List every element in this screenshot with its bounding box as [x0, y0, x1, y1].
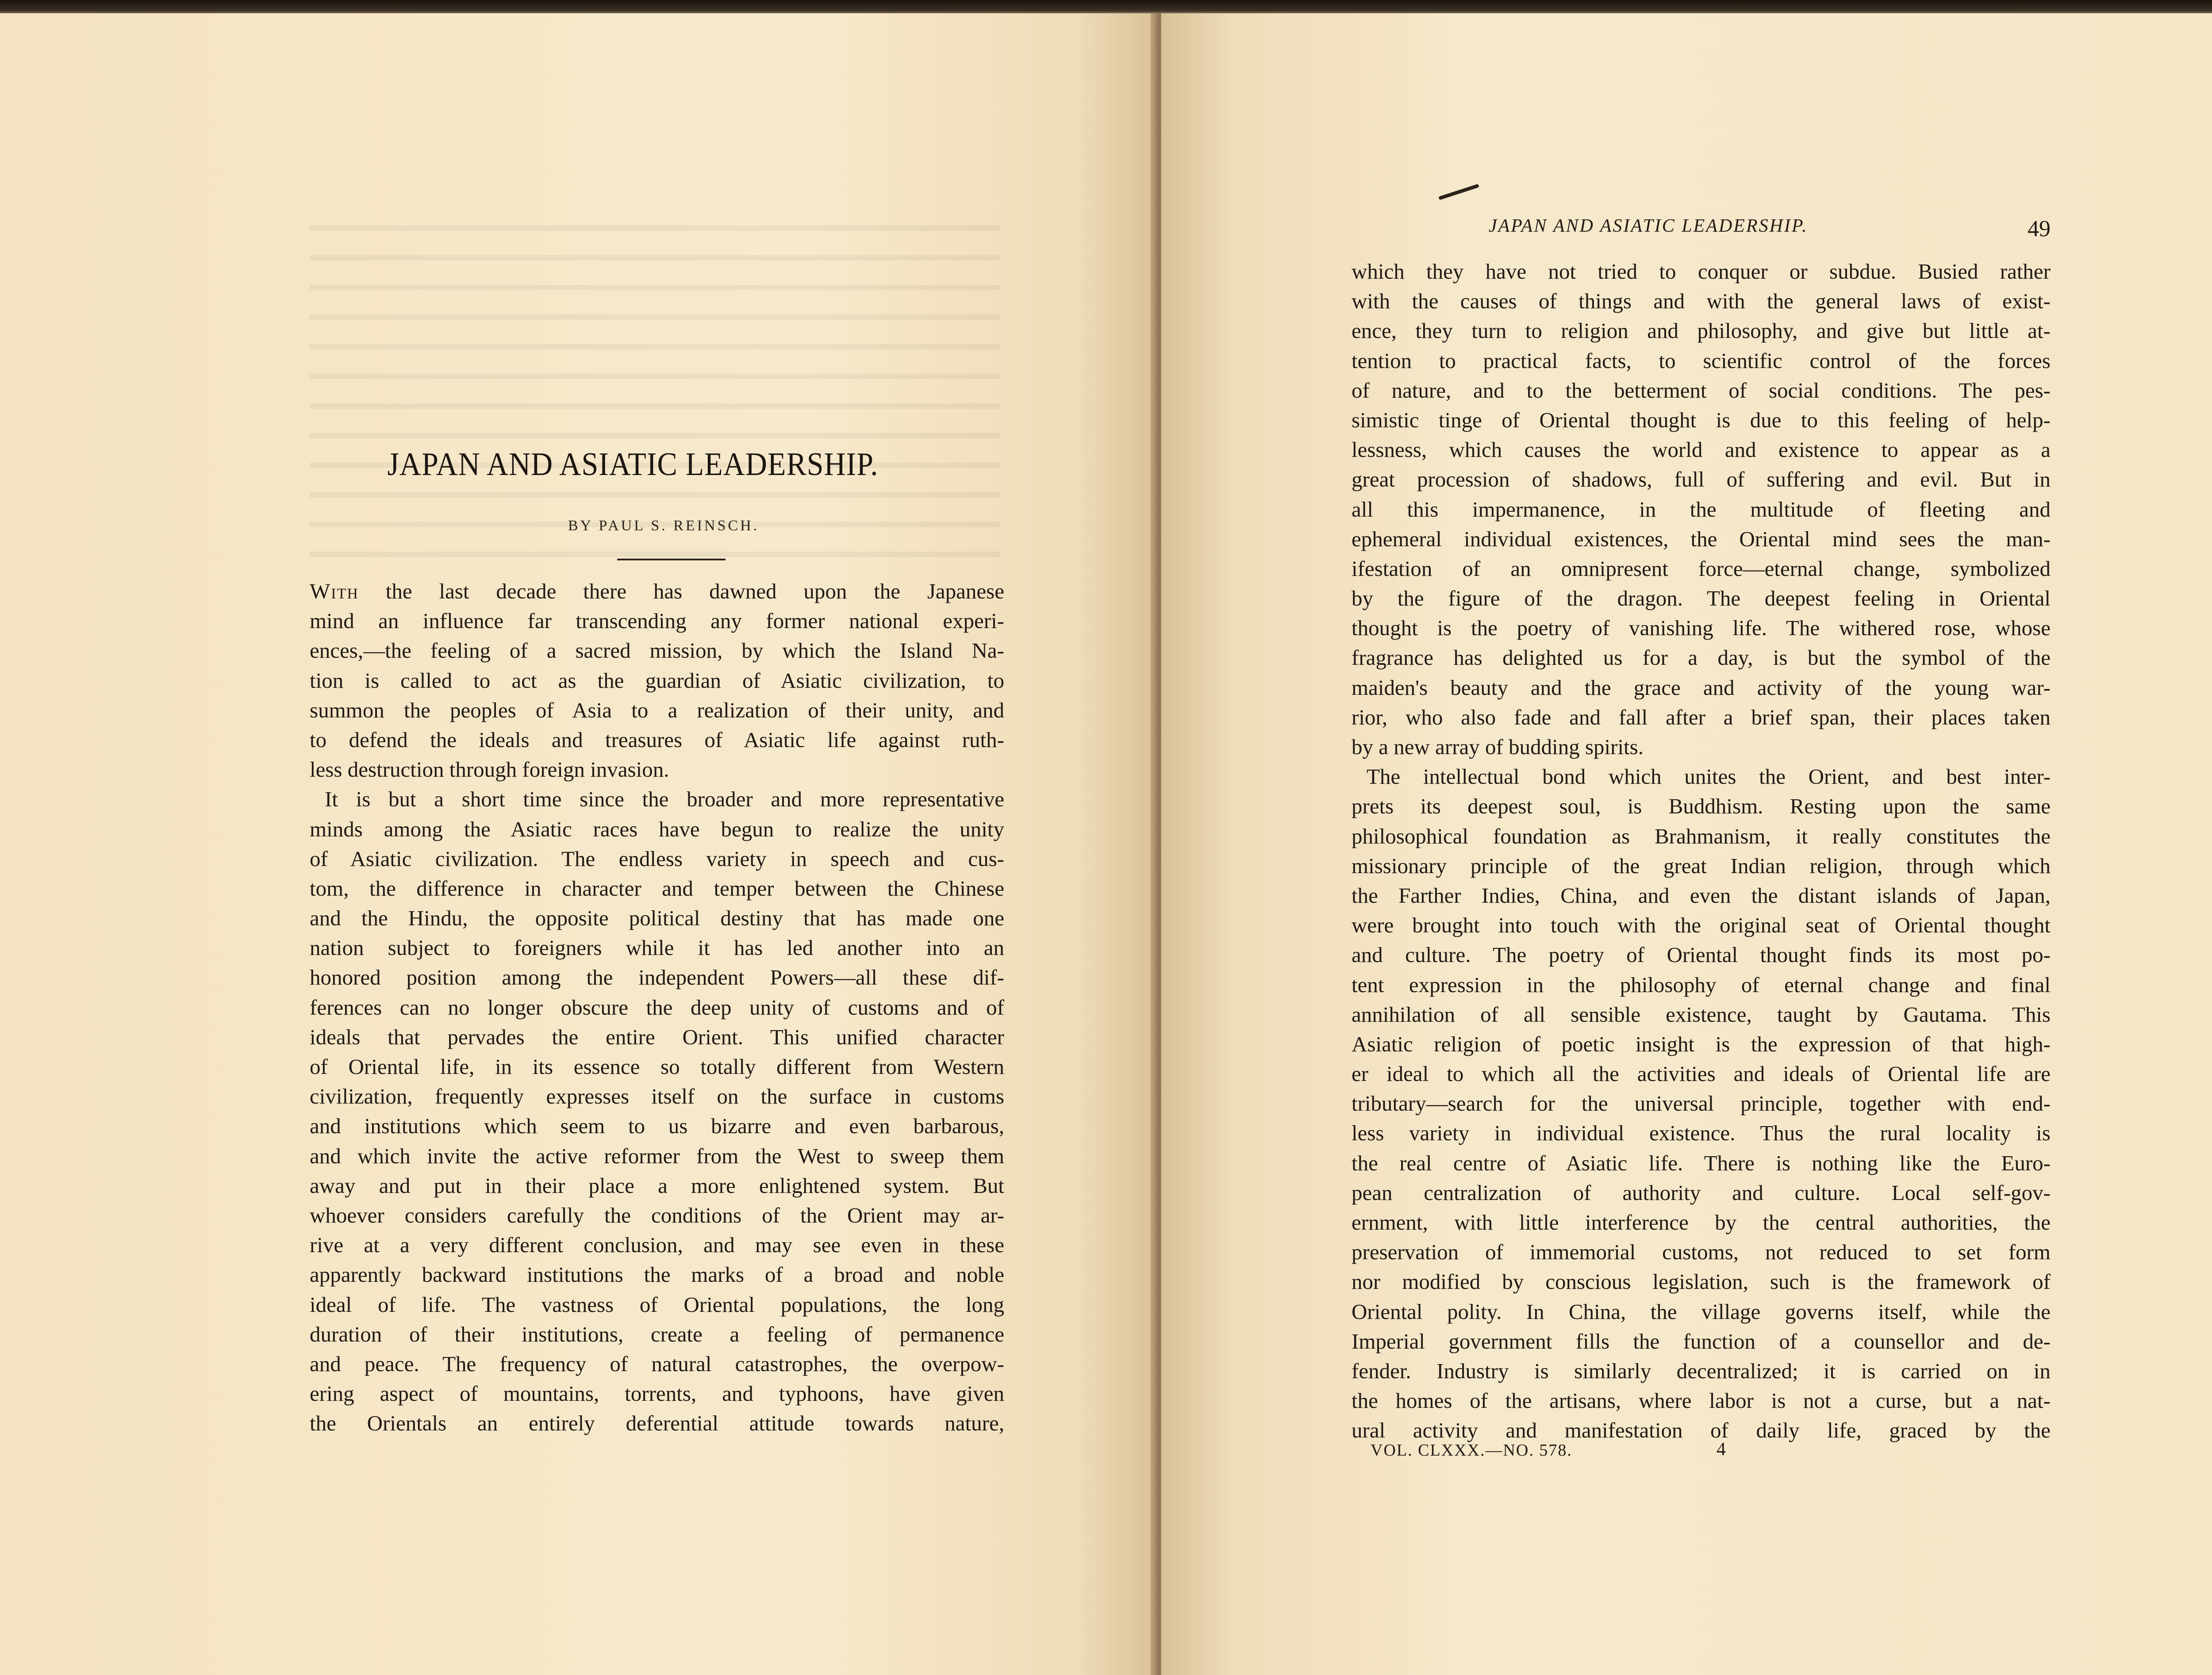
text-line [1352, 1386, 2051, 1415]
text-line [1352, 1148, 2051, 1178]
line-text: less variety in individual existence. Thus the rural locality is [1352, 1121, 2051, 1146]
text-line [1352, 257, 2051, 286]
text-line [1352, 286, 2051, 316]
line-text: pean centralization of authority and culture. Local self-gov- [1352, 1180, 2051, 1205]
text-line [310, 814, 1004, 844]
text-line [1352, 1237, 2051, 1267]
line-text: ences,—the feeling of a sacred mission, by which the Island Na- [310, 638, 1004, 663]
text-line [1352, 464, 2051, 494]
text-line [310, 1171, 1004, 1200]
line-text: all this impermanence, in the multitude of fleeting and [1352, 497, 2051, 521]
text-line [310, 1379, 1004, 1408]
text-line [310, 1200, 1004, 1230]
text-line [1352, 940, 2051, 970]
line-text: whoever considers carefully the conditions of the Orient may ar- [310, 1203, 1004, 1227]
line-text: the real centre of Asiatic life. There is nothing like the Euro- [1352, 1150, 2051, 1175]
text-line [1352, 881, 2051, 910]
line-text: tom, the difference in character and temper between the Chinese [310, 876, 1004, 901]
line-text: nor modified by conscious legislation, such is the framework of [1352, 1269, 2051, 1294]
drop-word: With [310, 579, 359, 603]
title-rule [617, 559, 726, 560]
text-line [1352, 316, 2051, 345]
text-line [1352, 1059, 2051, 1089]
line-text: fragrance has delighted us for a day, is but the symbol of the [1352, 645, 2051, 670]
line-text: and institutions which seem to us bizarre and even barbarous, [310, 1114, 1004, 1138]
line-text: Asiatic religion of poetic insight is the expression of that high- [1352, 1031, 2051, 1056]
text-line [310, 1022, 1004, 1052]
line-text: er ideal to which all the activities and ideals of Oriental life are [1352, 1062, 2051, 1086]
text-line [310, 1230, 1004, 1260]
line-text: ence, they turn to religion and philosophy, and give but little at- [1352, 318, 2051, 343]
text-line [310, 784, 1004, 814]
line-text: maiden's beauty and the grace and activity of the young war- [1352, 675, 2051, 700]
line-text: tributary—search for the universal principle, together with end- [1352, 1091, 2051, 1116]
text-line [310, 844, 1004, 874]
line-text: tent expression in the philosophy of eternal change and final [1352, 972, 2051, 997]
text-line [1352, 1178, 2051, 1207]
text-line [310, 725, 1004, 755]
text-line [310, 695, 1004, 725]
text-line [1352, 613, 2051, 643]
line-text: the Orientals an entirely deferential attitude towards nature, [310, 1411, 1004, 1436]
line-text: Imperial government fills the function of a counsellor and de- [1352, 1329, 2051, 1353]
text-line [310, 666, 1004, 695]
page-number: 49 [2028, 216, 2051, 241]
line-text: of Oriental life, in its essence so totally different from Western [310, 1054, 1004, 1079]
line-text: the homes of the artisans, where labor is not a curse, but a nat- [1352, 1388, 2051, 1413]
line-text: It is but a short time since the broader and more representative [325, 787, 1004, 812]
line-text: and culture. The poetry of Oriental thought finds its most po- [1352, 943, 2051, 967]
text-line [1352, 346, 2051, 376]
line-text: mind an influence far transcending any former national experi- [310, 609, 1004, 633]
line-text: summon the peoples of Asia to a realization of their unity, and [310, 698, 1004, 722]
line-text: with the causes of things and with the general laws of exist- [1352, 289, 2051, 314]
text-line [310, 1111, 1004, 1141]
line-text: the last decade there has dawned upon the Japanese [358, 579, 1004, 603]
line-text: fender. Industry is similarly decentralized; it is carried on in [1352, 1358, 2051, 1383]
line-text: the Farther Indies, China, and even the distant islands of Japan, [1352, 883, 2051, 908]
text-line [1352, 1000, 2051, 1029]
line-text: ering aspect of mountains, torrents, and typhoons, have given [310, 1381, 1004, 1406]
line-text: philosophical foundation as Brahmanism, it really constitutes the [1352, 824, 2051, 848]
article-title: JAPAN AND ASIATIC LEADERSHIP. [387, 446, 879, 483]
line-text: ural activity and manifestation of daily life, graced by the [1352, 1418, 2051, 1443]
text-line [1352, 970, 2051, 1000]
text-line [310, 933, 1004, 962]
text-line [1352, 791, 2051, 821]
line-text: and which invite the active reformer from the West to sweep them [310, 1143, 1004, 1168]
text-line [1352, 673, 2051, 702]
line-text: minds among the Asiatic races have begun to realize the unity [310, 816, 1004, 841]
text-line [310, 962, 1004, 992]
text-line [310, 1349, 1004, 1379]
line-text: were brought into touch with the original seat of Oriental thought [1352, 913, 2051, 938]
line-text: preservation of immemorial customs, not reduced to set form [1352, 1240, 2051, 1265]
text-line [310, 636, 1004, 665]
line-text: of Asiatic civilization. The endless variety in speech and cus- [310, 846, 1004, 871]
line-text: by a new array of budding spirits. [1352, 735, 1644, 759]
text-line [1352, 762, 2051, 791]
text-line [1352, 1118, 2051, 1148]
text-line [1352, 435, 2051, 464]
text-line [1352, 1326, 2051, 1356]
line-text: Oriental polity. In China, the village governs itself, while the [1352, 1299, 2051, 1324]
line-text: and the Hindu, the opposite political destiny that has made one [310, 906, 1004, 931]
line-text: The intellectual bond which unites the Orient, and best inter- [1367, 764, 2051, 789]
text-line [310, 606, 1004, 636]
text-line [310, 993, 1004, 1022]
text-line [310, 755, 1004, 784]
line-text: and peace. The frequency of natural catastrophes, the overpow- [310, 1351, 1004, 1376]
right-page-text-column [1352, 257, 2051, 1445]
line-text: ideals that pervades the entire Orient. This unified character [310, 1024, 1004, 1049]
text-line [310, 1141, 1004, 1171]
text-line [1352, 405, 2051, 435]
line-text: rior, who also fade and fall after a brief span, their places taken [1352, 705, 2051, 729]
signature-mark: 4 [1717, 1439, 1726, 1460]
line-text: apparently backward institutions the marks of a broad and noble [310, 1262, 1004, 1287]
text-line [1352, 1089, 2051, 1118]
article-byline: BY PAUL S. REINSCH. [568, 517, 760, 534]
line-text: ferences can no longer obscure the deep unity of customs and of [310, 995, 1004, 1020]
text-line [1352, 732, 2051, 762]
line-text: ernment, with little interference by the central authorities, the [1352, 1210, 2051, 1234]
line-text: simistic tinge of Oriental thought is due to this feeling of help- [1352, 407, 2051, 432]
line-text: honored position among the independent Powers—all these dif- [310, 965, 1004, 990]
text-line [310, 1081, 1004, 1111]
text-line [1352, 821, 2051, 851]
text-line [1352, 702, 2051, 732]
text-line [310, 1052, 1004, 1081]
line-text: away and put in their place a more enlightened system. But [310, 1173, 1004, 1198]
line-text: less destruction through foreign invasion. [310, 757, 669, 782]
line-text: lessness, which causes the world and existence to appear as a [1352, 437, 2051, 462]
line-text: ideal of life. The vastness of Oriental populations, the long [310, 1292, 1004, 1317]
text-line [310, 576, 1004, 606]
text-line [310, 1408, 1004, 1438]
line-text: civilization, frequently expresses itself on the surface in customs [310, 1084, 1004, 1109]
text-line [310, 874, 1004, 903]
line-text: to defend the ideals and treasures of Asiatic life against ruth- [310, 727, 1004, 752]
running-head: JAPAN AND ASIATIC LEADERSHIP. [1489, 216, 1808, 236]
line-text: prets its deepest soul, is Buddhism. Resting upon the same [1352, 794, 2051, 819]
line-text: tion is called to act as the guardian of Asiatic civilization, to [310, 668, 1004, 693]
line-text: ifestation of an omnipresent force—eternal change, symbolized [1352, 556, 2051, 581]
line-text: which they have not tried to conquer or subdue. Busied rather [1352, 259, 2051, 284]
show-through-text [310, 208, 1000, 562]
text-line [1352, 851, 2051, 881]
text-line [1352, 1207, 2051, 1237]
text-line [1352, 1356, 2051, 1386]
line-text: by the figure of the dragon. The deepest feeling in Oriental [1352, 586, 2051, 611]
text-line [1352, 1029, 2051, 1059]
line-text: tention to practical facts, to scientific control of the forces [1352, 348, 2051, 373]
line-text: rive at a very different conclusion, and may see even in these [310, 1233, 1004, 1257]
line-text: of nature, and to the betterment of social conditions. The pes- [1352, 378, 2051, 402]
text-line [1352, 643, 2051, 672]
text-line [310, 1319, 1004, 1349]
text-line [1352, 910, 2051, 940]
text-line [1352, 524, 2051, 554]
text-line [310, 903, 1004, 933]
text-line [1352, 554, 2051, 583]
line-text: ephemeral individual existences, the Oriental mind sees the man- [1352, 526, 2051, 551]
text-line [1352, 583, 2051, 613]
line-text: nation subject to foreigners while it has led another into an [310, 935, 1004, 960]
text-line [310, 1260, 1004, 1289]
text-line [1352, 1267, 2051, 1296]
text-line [1352, 494, 2051, 524]
line-text: missionary principle of the great Indian religion, through which [1352, 853, 2051, 878]
volume-footer: VOL. CLXXX.—NO. 578. [1371, 1441, 1572, 1460]
line-text: thought is the poetry of vanishing life. The withered rose, whose [1352, 616, 2051, 640]
text-line [1352, 376, 2051, 405]
text-line [310, 1290, 1004, 1319]
line-text: annihilation of all sensible existence, taught by Gautama. This [1352, 1002, 2051, 1027]
line-text: duration of their institutions, create a feeling of permanence [310, 1322, 1004, 1346]
left-page-text-column [310, 576, 1004, 1438]
text-line [1352, 1297, 2051, 1326]
line-text: great procession of shadows, full of suffering and evil. But in [1352, 467, 2051, 492]
